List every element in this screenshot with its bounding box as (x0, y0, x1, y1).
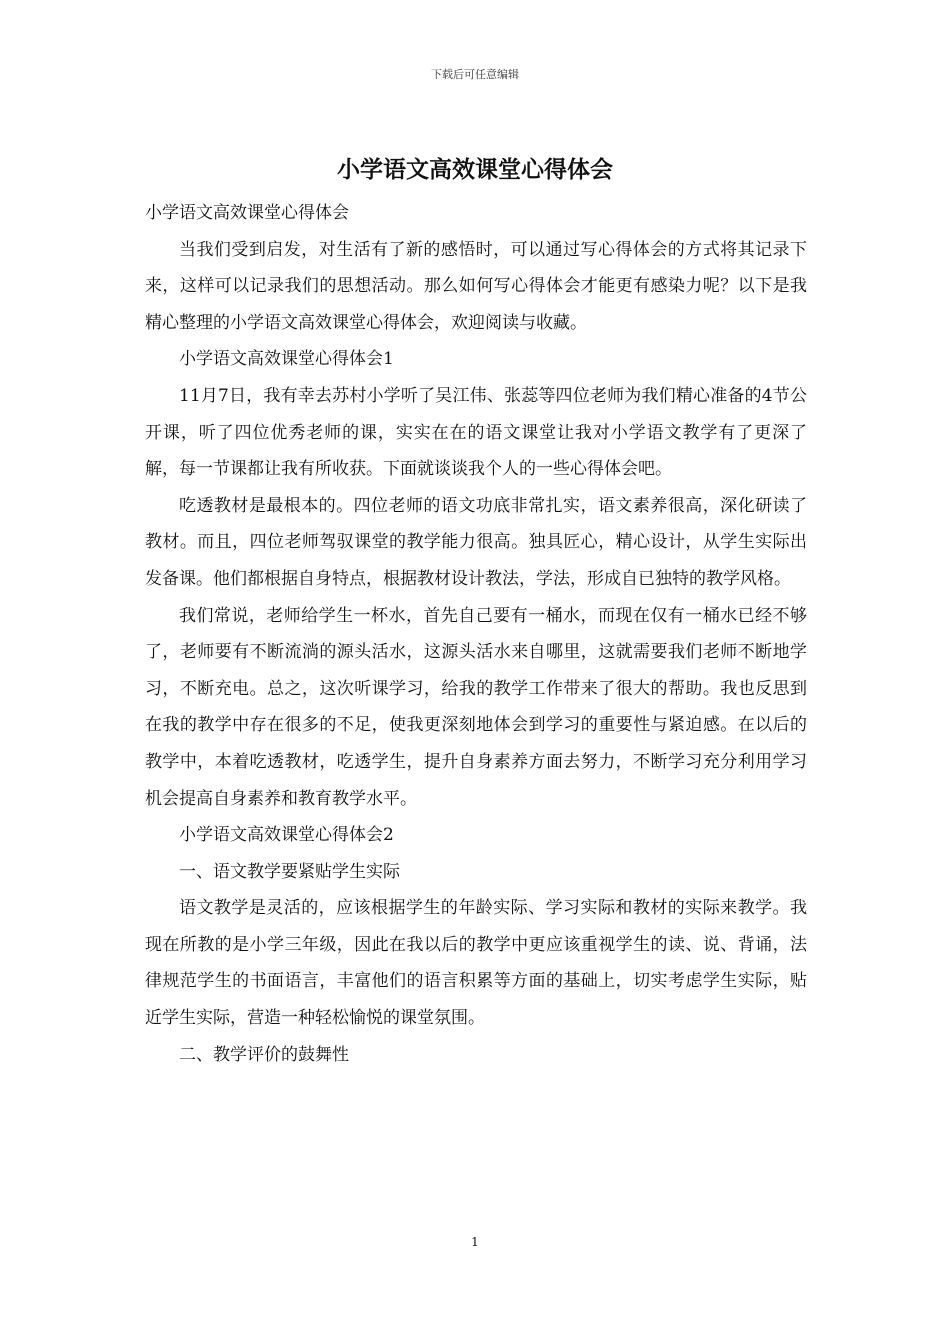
body-paragraph: 我们常说，老师给学生一杯水，首先自己要有一桶水，而现在仅有一桶水已经不够了，老师要有不断流淌的源头活水，这源头活水来自哪里，这就需要我们老师不断地学习，不断充电。总之，这次听课学习，给我的教学工作带来了很大的帮助。我也反思到在我的教学中存在很多的不足，使我更深刻地体会到学习的重要性与紧迫感。在以后的教学中，本着吃透教材，吃透学生，提升自身素养方面去努力，不断学习充分利用学习机会提高自身素养和教育教学水平。 (145, 605, 807, 809)
document-title: 小学语文高效课堂心得体会 (337, 156, 613, 183)
page-number: 1 (471, 1235, 479, 1249)
body-paragraph: 语文教学是灵活的，应该根据学生的年龄实际、学习实际和教材的实际来教学。我现在所教的是小学三年级，因此在我以后的教学中更应该重视学生的读、说、背诵，法律规范学生的书面语言，丰富他们的语言积累等方面的基础上，切实考虑学生实际，贴近学生实际，营造一种轻松愉悦的课堂氛围。 (145, 898, 807, 1029)
subheading-2: 二、教学评价的鼓舞性 (179, 1044, 349, 1065)
body-paragraph: 11月7日，我有幸去苏村小学听了吴江伟、张蕊等四位老师为我们精心准备的4节公开课，听了四位优秀老师的课，实实在在的语文课堂让我对小学语文教学有了更深了解，每一节课都让我有所收获。下面就谈谈我个人的一些心得体会吧。 (145, 385, 807, 480)
intro-paragraph: 当我们受到启发，对生活有了新的感悟时，可以通过写心得体会的方式将其记录下来，这样可以记录我们的思想活动。那么如何写心得体会才能更有感染力呢？以下是我精心整理的小学语文高效课堂心得体会，欢迎阅读与收藏。 (145, 239, 807, 333)
subtitle-paragraph: 小学语文高效课堂心得体会 (145, 203, 349, 223)
body-paragraph: 吃透教材是最根本的。四位老师的语文功底非常扎实，语文素养很高，深化研读了教材。而且，四位老师驾驭课堂的教学能力很高。独具匠心，精心设计，从学生实际出发备课。他们都根据自身特点，根据教材设计教法，学法，形成自已独特的教学风格。 (145, 495, 807, 589)
section-heading-2: 小学语文高效课堂心得体会2 (179, 825, 394, 846)
section-heading-1: 小学语文高效课堂心得体会1 (179, 349, 394, 370)
page-header-note: 下载后可任意编辑 (431, 68, 519, 81)
subheading-1: 一、语文教学要紧贴学生实际 (179, 861, 400, 882)
document-body (145, 195, 807, 1073)
